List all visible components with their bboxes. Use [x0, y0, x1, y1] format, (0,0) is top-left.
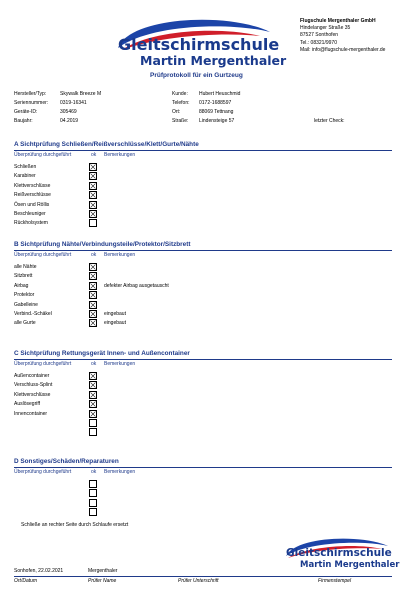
checked-checkbox[interactable]: [89, 391, 97, 399]
serien-value: 0319-16341: [60, 100, 87, 106]
section-b-item-remark: defekter Airbag ausgetauscht: [104, 282, 169, 289]
empty-checkbox[interactable]: [89, 419, 97, 427]
checked-checkbox[interactable]: [89, 272, 97, 280]
kunde-value: Hubert Heuschmid: [199, 91, 241, 97]
checked-checkbox[interactable]: [89, 301, 97, 309]
section-b-item-label: Airbag: [14, 282, 29, 289]
company-mail: Mail: info@flugschule-mergenthaler.de: [300, 46, 386, 53]
section-c-rule: [14, 359, 392, 360]
section-b-item-label: alle Gurte: [14, 320, 36, 327]
section-c-col-ok: ok: [91, 361, 97, 367]
section-b-item-label: Gabelleine: [14, 301, 38, 308]
stamp-line2: Martin Mergenthaler: [300, 560, 400, 570]
section-c-item-label: Außencontainer: [14, 373, 50, 379]
section-a-item-label: Beschleuniger: [14, 211, 46, 217]
cross-mark-icon: [90, 173, 96, 179]
company-street: Hindelanger Straße 35: [300, 25, 351, 32]
cross-mark-icon: [90, 183, 96, 189]
cross-mark-icon: [90, 273, 96, 279]
baujahr-value: 04.2019: [60, 118, 79, 124]
letzter-check-label: letzter Check:: [314, 118, 345, 124]
section-a-item-label: Klettverschlüsse: [14, 182, 51, 189]
checked-checkbox[interactable]: [89, 410, 97, 418]
section-b-title: B Sichtprüfung Nähte/Verbindungsteile/Protektor/Sitzbrett: [14, 241, 191, 248]
section-d-rule: [14, 467, 392, 468]
section-d-col-check: Überprüfung durchgeführt: [14, 469, 72, 475]
footer-line: [14, 576, 392, 577]
company-name: Flugschule Mergenthaler GmbH: [300, 18, 376, 24]
section-b-item-remark: eingebaut: [104, 320, 126, 327]
hersteller-label: Hersteller/Typ:: [14, 91, 47, 97]
ort-value: 88069 Tettnang: [199, 109, 234, 115]
stamp-line1: Gleitschirmschule: [286, 547, 392, 559]
section-c-item-label: Innencontainer: [14, 410, 48, 417]
stamp-logo: [282, 532, 400, 574]
checked-checkbox[interactable]: [89, 310, 97, 318]
section-a-item-label: Schließen: [14, 164, 37, 170]
cross-mark-icon: [90, 320, 96, 326]
telefon-value: 0172-1688597: [199, 100, 232, 106]
cross-mark-icon: [90, 192, 96, 198]
section-c-col-check: Überprüfung durchgeführt: [14, 361, 72, 367]
cross-mark-icon: [90, 311, 96, 317]
section-a-col-check: Überprüfung durchgeführt: [14, 152, 72, 158]
checked-checkbox[interactable]: [89, 210, 97, 218]
company-tel: Tel.: 08321/9970: [300, 39, 337, 46]
section-b-rule: [14, 250, 392, 251]
section-c-item-label: Verschluss-Splint: [14, 382, 53, 389]
section-b-col-check: Überprüfung durchgeführt: [14, 252, 72, 258]
section-b-item-label: Verbind.-Schäkel: [14, 311, 52, 317]
section-c-item-label: Auslösegriff: [14, 401, 41, 408]
footer-label-sign: Prüfer Unterschrift: [178, 578, 219, 584]
checked-checkbox[interactable]: [89, 201, 97, 209]
section-c-col-remarks: Bemerkungen: [104, 361, 136, 367]
section-d-col-remarks: Bemerkungen: [104, 469, 136, 475]
section-b-item-remark: eingebaut: [104, 311, 126, 317]
empty-checkbox[interactable]: [89, 499, 97, 507]
cross-mark-icon: [90, 401, 96, 407]
section-a-item-label: Ösen und Röllis: [14, 201, 50, 208]
cross-mark-icon: [90, 292, 96, 298]
checked-checkbox[interactable]: [89, 191, 97, 199]
checked-checkbox[interactable]: [89, 182, 97, 190]
cross-mark-icon: [90, 283, 96, 289]
section-a-rule: [14, 150, 392, 151]
footer-examiner: Mergenthaler: [88, 568, 118, 574]
telefon-label: Telefon:: [172, 100, 190, 106]
serien-label: Seriennummer:: [14, 100, 49, 106]
cross-mark-icon: [90, 382, 96, 388]
empty-checkbox[interactable]: [89, 508, 97, 516]
section-b-item-label: Protektor: [14, 292, 35, 299]
section-a-title: A Sichtprüfung Schließen/Reißverschlüsse/Klett/Gurte/Nähte: [14, 141, 199, 148]
cross-mark-icon: [90, 302, 96, 308]
checked-checkbox[interactable]: [89, 163, 97, 171]
cross-mark-icon: [90, 373, 96, 379]
strasse-label: Straße:: [172, 118, 189, 124]
section-b-item-label: alle Nähte: [14, 264, 37, 270]
section-a-item-label: Rückholsystem: [14, 220, 48, 227]
logo-line2: Martin Mergenthaler: [140, 53, 287, 68]
section-a-item-label: Karabiner: [14, 173, 36, 180]
footer-place-date: Sonhofen, 22.02.2021: [14, 568, 64, 574]
section-d-col-ok: ok: [91, 469, 97, 475]
section-d-note: Schließe an rechter Seite durch Schlaufe ersetzt: [21, 522, 129, 528]
cross-mark-icon: [90, 202, 96, 208]
empty-checkbox[interactable]: [89, 428, 97, 436]
section-c-item-label: Klettverschlüsse: [14, 391, 51, 398]
section-b-col-remarks: Bemerkungen: [104, 252, 136, 258]
geraete-value: 305469: [60, 109, 77, 115]
kunde-label: Kunde:: [172, 91, 188, 97]
checked-checkbox[interactable]: [89, 372, 97, 380]
document-title: Prüfprotokoll für ein Gurtzeug: [150, 72, 243, 79]
section-a-col-ok: ok: [91, 152, 97, 158]
header-logo: [110, 10, 287, 72]
cross-mark-icon: [90, 211, 96, 217]
section-c-title: C Sichtprüfung Rettungsgerät Innen- und Außencontainer: [14, 350, 190, 357]
baujahr-label: Baujahr:: [14, 118, 33, 124]
footer-label-name: Prüfer Name: [88, 578, 117, 584]
geraete-label: Geräte-ID:: [14, 109, 38, 115]
strasse-value: Lindensteige 57: [199, 118, 235, 124]
checked-checkbox[interactable]: [89, 172, 97, 180]
company-address: [300, 18, 385, 54]
empty-checkbox[interactable]: [89, 489, 97, 497]
checked-checkbox[interactable]: [89, 319, 97, 327]
cross-mark-icon: [90, 264, 96, 270]
section-d-title: D Sonstiges/Schäden/Reparaturen: [14, 458, 119, 465]
checked-checkbox[interactable]: [89, 282, 97, 290]
company-city: 87527 Sonthofen: [300, 32, 339, 39]
ort-label: Ort:: [172, 109, 181, 115]
section-b-item-label: Sitzbrett: [14, 273, 33, 280]
cross-mark-icon: [90, 392, 96, 398]
logo-line1: Gleitschirmschule: [118, 35, 280, 54]
checked-checkbox[interactable]: [89, 291, 97, 299]
section-a-col-remarks: Bemerkungen: [104, 152, 136, 158]
checked-checkbox[interactable]: [89, 263, 97, 271]
empty-checkbox[interactable]: [89, 219, 97, 227]
checked-checkbox[interactable]: [89, 400, 97, 408]
footer-label-stamp: Firmenstempel: [318, 578, 352, 584]
empty-checkbox[interactable]: [89, 480, 97, 488]
footer-label-date: Ort/Datum: [14, 578, 38, 584]
section-b-col-ok: ok: [91, 252, 97, 258]
hersteller-value: Skywalk Breeze M: [60, 91, 102, 97]
section-a-item-label: Reißverschlüsse: [14, 192, 51, 199]
checked-checkbox[interactable]: [89, 381, 97, 389]
cross-mark-icon: [90, 164, 96, 170]
cross-mark-icon: [90, 411, 96, 417]
